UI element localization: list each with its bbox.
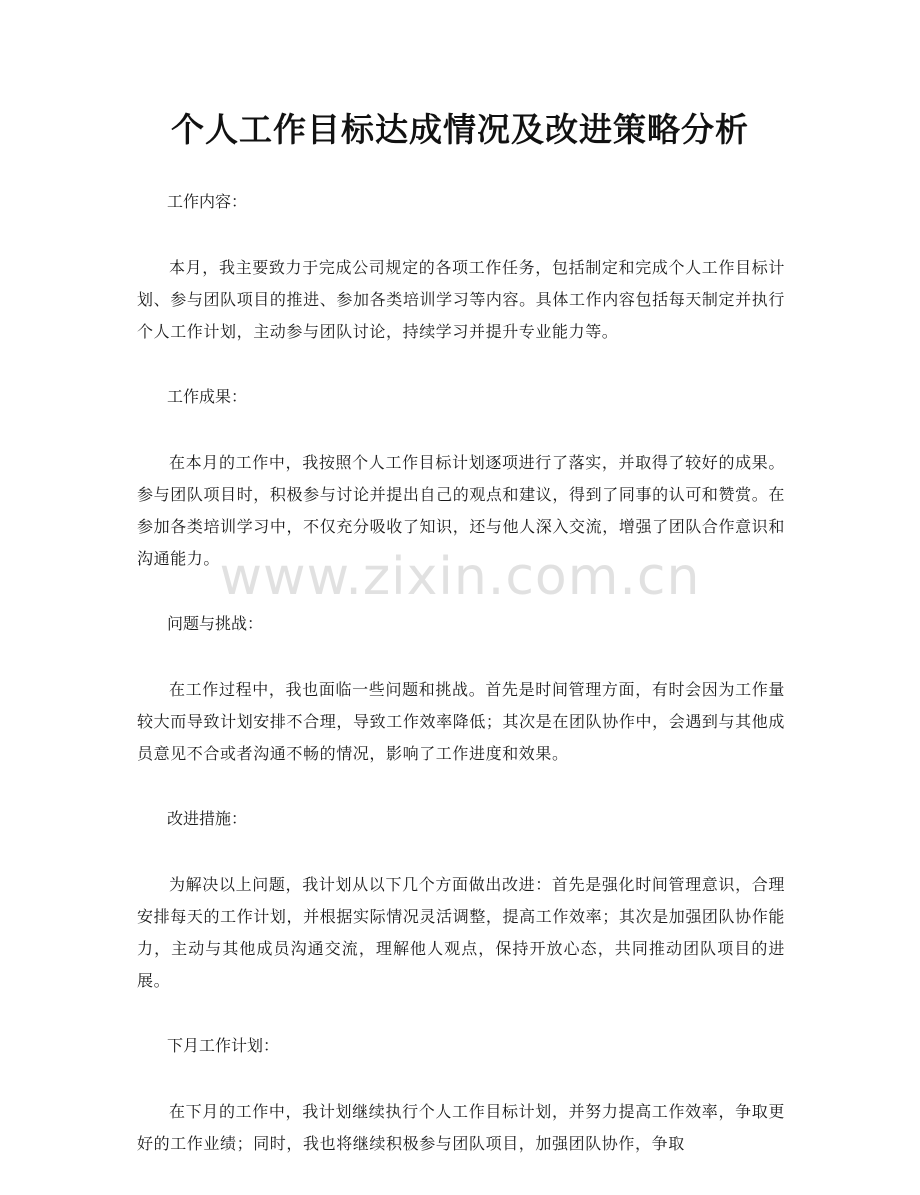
section-improvement-measures: [137, 805, 785, 997]
document-title: 个人工作目标达成情况及改进策略分析: [171, 110, 749, 149]
section-work-content: [137, 188, 785, 348]
section-paragraph: 在下月的工作中，我计划继续执行个人工作目标计划，并努力提高工作效率，争取更好的工作业绩；同时，我也将继续积极参与团队项目，加强团队协作，争取: [137, 1102, 785, 1153]
section-work-results: [137, 383, 785, 575]
section-heading: 改进措施：: [167, 809, 248, 828]
section-problems-challenges: [137, 610, 785, 770]
section-heading: 问题与挑战：: [167, 614, 264, 633]
section-paragraph: 为解决以上问题，我计划从以下几个方面做出改进：首先是强化时间管理意识，合理安排每天的工作计划，并根据实际情况灵活调整，提高工作效率；其次是加强团队协作能力，主动与其他成员沟通交流，理解他人观点，保持开放心态，共同推动团队项目的进展。: [137, 875, 785, 990]
section-next-month-plan: [137, 1032, 785, 1160]
section-paragraph: 在本月的工作中，我按照个人工作目标计划逐项进行了落实，并取得了较好的成果。参与团队项目时，积极参与讨论并提出自己的观点和建议，得到了同事的认可和赞赏。在参加各类培训学习中，不仅充分吸收了知识，还与他人深入交流，增强了团队合作意识和沟通能力。: [137, 453, 785, 568]
section-paragraph: 本月，我主要致力于完成公司规定的各项工作任务，包括制定和完成个人工作目标计划、参与团队项目的推进、参加各类培训学习等内容。具体工作内容包括每天制定并执行个人工作计划，主动参与团队讨论，持续学习并提升专业能力等。: [137, 258, 785, 341]
section-heading: 下月工作计划：: [167, 1036, 280, 1055]
document-body: [137, 188, 785, 1195]
section-heading: 工作内容：: [167, 192, 248, 211]
section-heading: 工作成果：: [167, 387, 248, 406]
section-paragraph: 在工作过程中，我也面临一些问题和挑战。首先是时间管理方面，有时会因为工作量较大而导致计划安排不合理，导致工作效率降低；其次是在团队协作中，会遇到与其他成员意见不合或者沟通不畅的情况，影响了工作进度和效果。: [137, 680, 785, 763]
watermark: www.zixin.com.cn: [219, 547, 701, 607]
